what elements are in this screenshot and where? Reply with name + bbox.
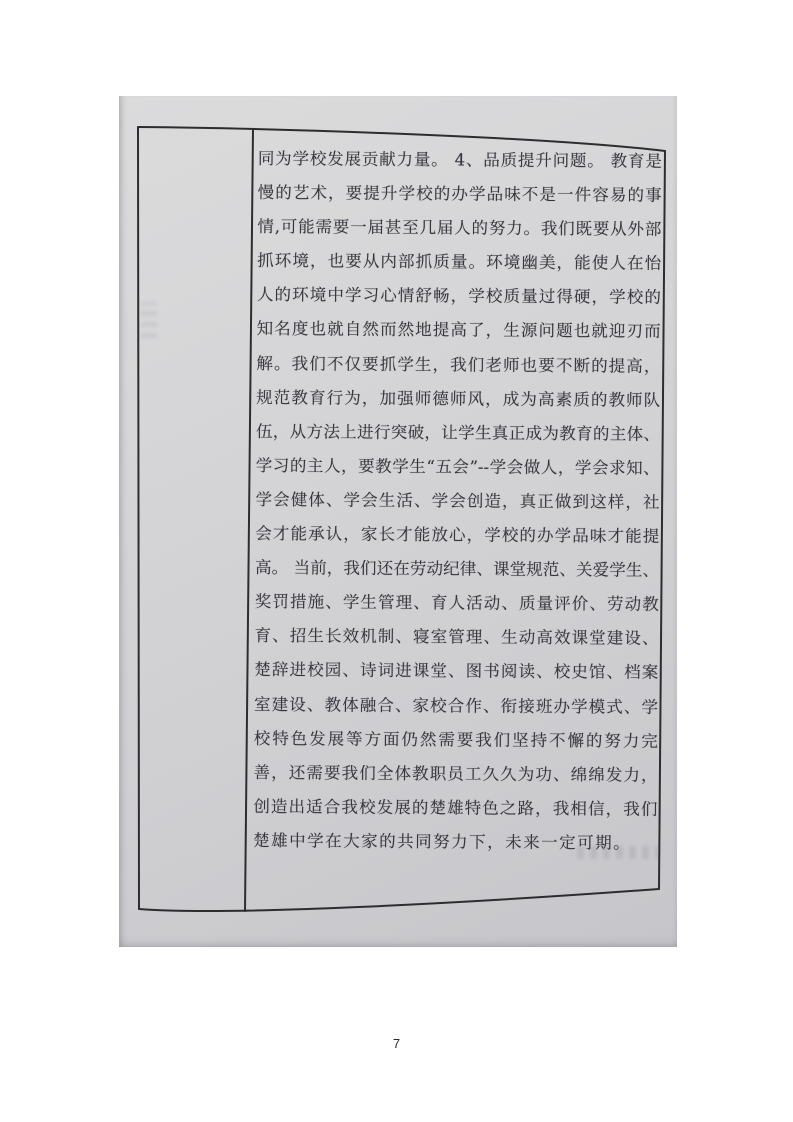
text-line: 人的环境中学习心情舒畅，学校质量过得硬，学校的 bbox=[256, 285, 661, 308]
table-left-border bbox=[138, 127, 139, 909]
scanned-photo bbox=[119, 96, 677, 947]
text-line: 高。 当前，我们还在劳动纪律、课堂规范、关爱学生、 bbox=[254, 558, 660, 580]
text-line: 会才能承认，家长才能放心，学校的办学品味才能提 bbox=[255, 524, 660, 546]
text-line: 情,可能需要一届甚至几届人的努力。我们既要从外部 bbox=[257, 217, 662, 240]
text-line: 同为学校发展贡献力量。 4、品质提升问题。 教育是 bbox=[257, 148, 662, 171]
text-line: 抓环境，也要从内部抓质量。环境幽美，能使人在怡 bbox=[257, 251, 662, 274]
text-line: 校特色发展等方面仍然需要我们坚持不懈的努力完 bbox=[253, 728, 658, 751]
text-line: 慢的艺术，要提升学校的办学品味不是一件容易的事 bbox=[257, 183, 662, 205]
text-line: 知名度也就自然而然地提高了，生源问题也就迎刃而 bbox=[256, 319, 661, 342]
table-bottom-border bbox=[139, 889, 659, 911]
text-line: 楚雄中学在大家的共同努力下，未来一定可期。 bbox=[253, 830, 632, 853]
text-line: 规范教育行为，加强师德师风，成为高素质的教师队 bbox=[256, 387, 661, 410]
text-line: 楚辞进校园、诗词进课堂、图书阅读、校史馆、档案 bbox=[254, 660, 659, 683]
page-number: 7 bbox=[392, 1036, 401, 1051]
text-line: 伍，从方法上进行突破，让学生真正成为教育的主体、 bbox=[255, 421, 661, 444]
text-line: 室建设、教体融合、家校合作、衔接班办学模式、学 bbox=[254, 694, 659, 717]
text-line: 善，还需要我们全体教职员工久久为功、绵绵发力， bbox=[253, 762, 658, 785]
table-text-cell bbox=[253, 142, 662, 861]
text-line: 学习的主人，要教学生“五会”--学会做人，学会求知、 bbox=[255, 455, 660, 478]
text-line: 学会健体、学会生活、学会创造，真正做到这样，社 bbox=[255, 489, 660, 512]
text-line: 育、招生长效机制、寝室管理、生动高效课堂建设、 bbox=[254, 626, 659, 649]
text-line: 奖罚措施、学生管理、育人活动、质量评价、劳动教 bbox=[254, 592, 659, 615]
text-line: 解。我们不仅要抓学生，我们老师也要不断的提高， bbox=[256, 353, 661, 376]
bleed-through-smudge bbox=[141, 302, 157, 338]
text-line: 创造出适合我校发展的楚雄特色之路，我相信，我们 bbox=[253, 796, 658, 819]
bleed-through-smudge bbox=[577, 846, 659, 859]
table-column-divider bbox=[245, 129, 253, 911]
